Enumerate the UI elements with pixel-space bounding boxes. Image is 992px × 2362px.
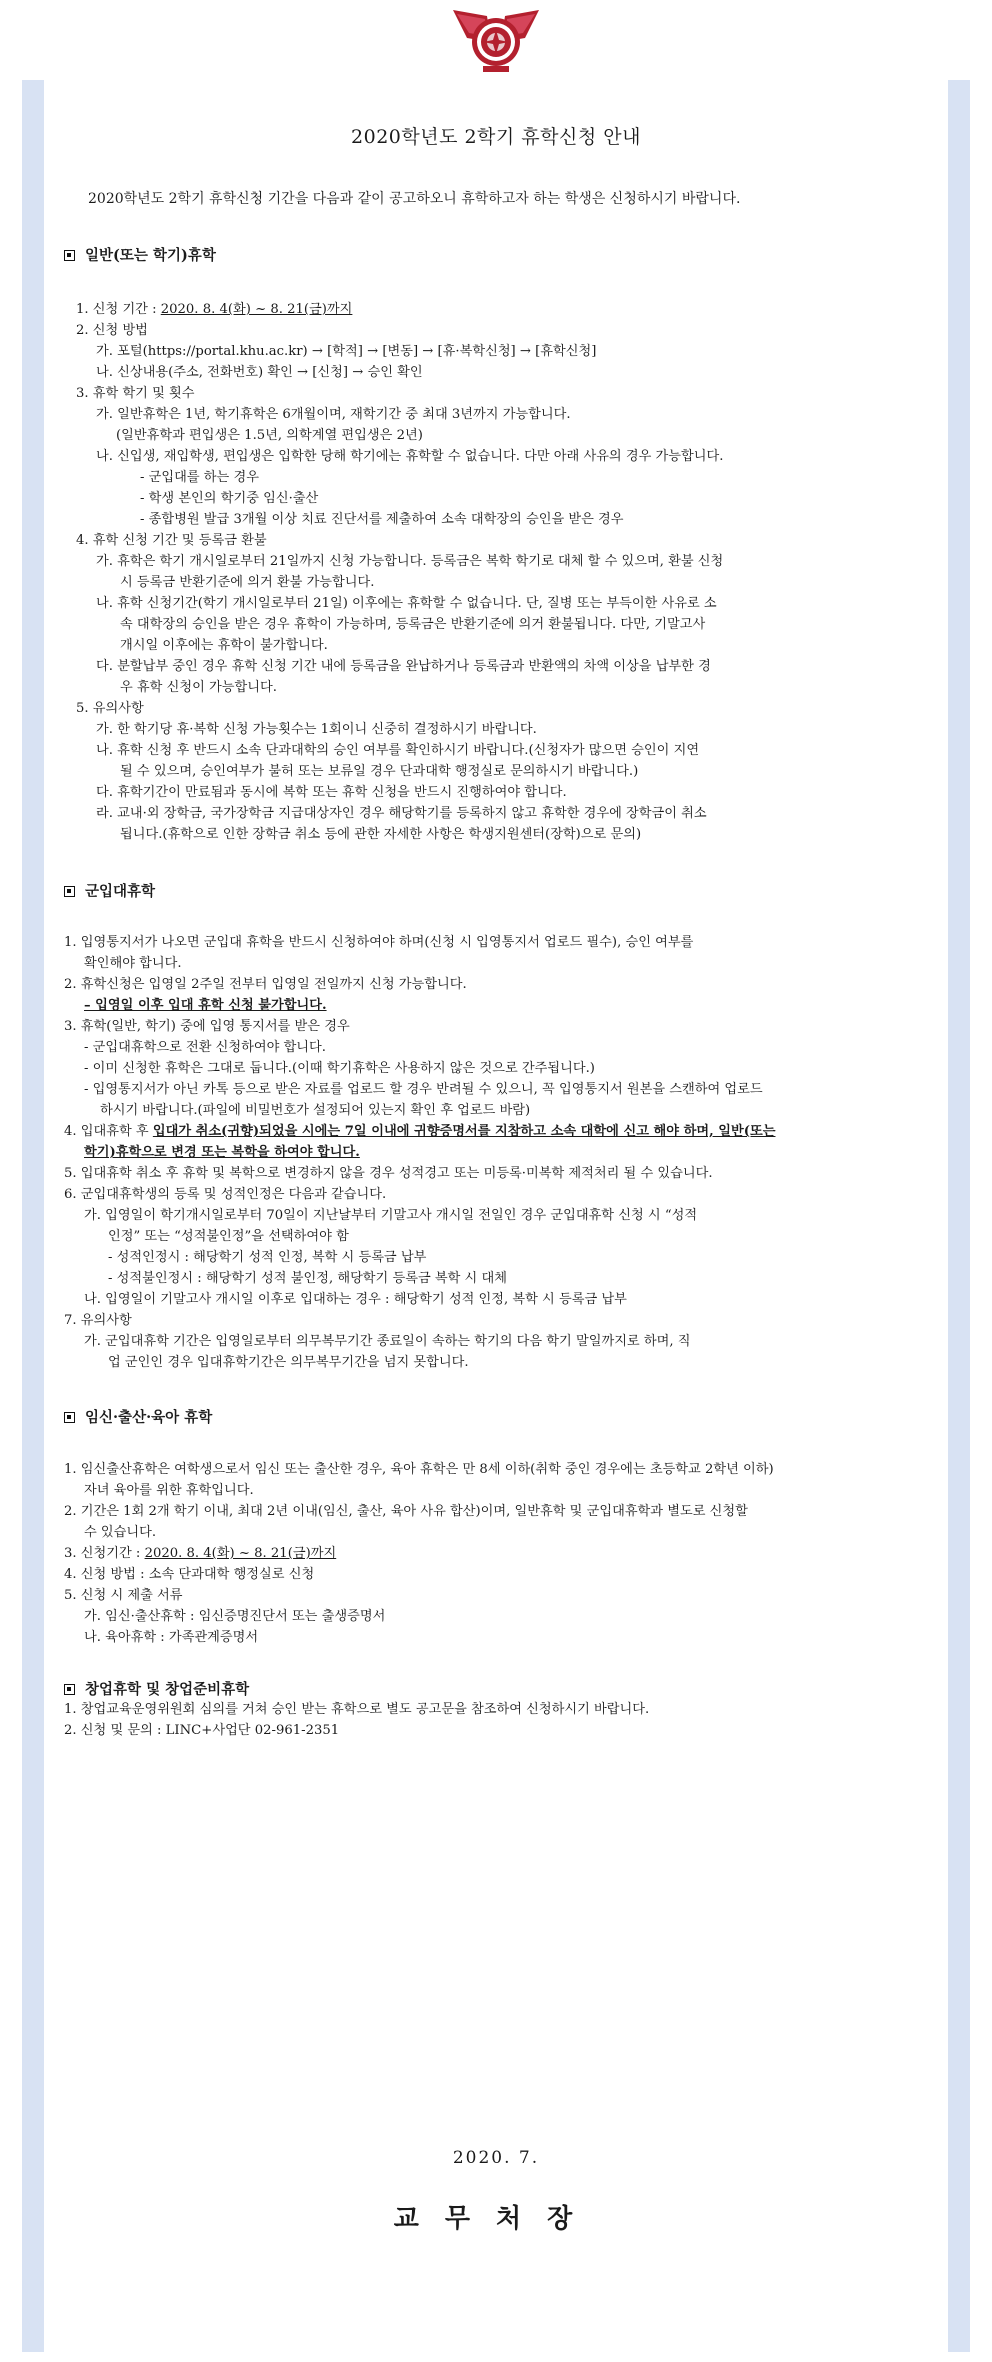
general-notes-c: 다. 휴학기간이 만료됨과 동시에 복학 또는 휴학 신청을 반드시 진행하여야 합니다. xyxy=(96,785,567,800)
military-7a2: 업 군인인 경우 입대휴학기간은 의무복무기간을 넘지 못합니다. xyxy=(108,1355,469,1370)
general-method: 2. 신청 방법 xyxy=(76,323,148,338)
general-notes-a: 가. 한 학기당 휴·복학 신청 가능횟수는 1회이니 신중히 결정하시기 바랍니다. xyxy=(96,722,537,737)
general-refund-b2: 속 대학장의 승인을 받은 경우 휴학이 가능하며, 등록금은 반환기준에 의거 환불됩니다. 다만, 기말고사 xyxy=(120,617,706,632)
general-semesters-a2: (일반휴학과 편입생은 1.5년, 의학계열 편입생은 2년) xyxy=(116,428,423,443)
military-6a2: 인정” 또는 “성적불인정”을 선택하여야 함 xyxy=(108,1229,349,1244)
general-semesters-b: 나. 신입생, 재입학생, 편입생은 입학한 당해 학기에는 휴학할 수 없습니다. 다만 아래 사유의 경우 가능합니다. xyxy=(96,449,724,464)
general-semesters-b3: - 종합병원 발급 3개월 이상 치료 진단서를 제출하여 소속 대학장의 승인을 받은 경우 xyxy=(140,512,624,527)
general-notes-b2: 될 수 있으며, 승인여부가 불허 또는 보류일 경우 단과대학 행정실로 문의하시기 바랍니다.) xyxy=(120,764,639,779)
military-3c2: 하시기 바랍니다.(파일에 비밀번호가 설정되어 있는지 확인 후 업로드 바람) xyxy=(100,1103,531,1118)
general-semesters-b1: - 군입대를 하는 경우 xyxy=(140,470,259,485)
military-6a3: - 성적인정시 : 해당학기 성적 인정, 복학 시 등록금 납부 xyxy=(108,1250,427,1265)
header xyxy=(0,0,992,78)
parental-docs: 5. 신청 시 제출 서류 xyxy=(64,1588,183,1603)
military-6b: 나. 입영일이 기말고사 개시일 이후로 입대하는 경우 : 해당학기 성적 인정, 복학 시 등록금 납부 xyxy=(84,1292,627,1307)
startup-1: 1. 창업교육운영위원회 심의를 거쳐 승인 받는 휴학으로 별도 공고문을 참조하여 신청하시기 바랍니다. xyxy=(64,1702,650,1717)
issuer-name: 교무처장 xyxy=(393,2204,599,2234)
military-3b: - 이미 신청한 휴학은 그대로 둡니다.(이때 학기휴학은 사용하지 않은 것으로 간주됩니다.) xyxy=(84,1061,595,1076)
general-refund-b3: 개시일 이후에는 휴학이 불가합니다. xyxy=(120,638,328,653)
general-notes: 5. 유의사항 xyxy=(76,701,144,716)
parental-2a: 2. 기간은 1회 2개 학기 이내, 최대 2년 이내(임신, 출산, 육아 사유 합산)이며, 일반휴학 및 군입대휴학과 별도로 신청할 xyxy=(64,1504,748,1519)
military-2a: – 입영일 이후 입대 휴학 신청 불가합니다. xyxy=(84,998,327,1013)
square-bullet-icon xyxy=(64,250,75,261)
intro-text: 2020학년도 2학기 휴학신청 기간을 다음과 같이 공고하오니 휴학하고자 하는 학생은 신청하시기 바랍니다. xyxy=(88,191,741,207)
parental-docs-a: 가. 임신·출산휴학 : 임신증명진단서 또는 출생증명서 xyxy=(84,1609,386,1624)
general-notes-d2: 됩니다.(휴학으로 인한 장학금 취소 등에 관한 자세한 사항은 학생지원센터(장학)으로 문의) xyxy=(120,827,642,842)
general-notes-d1: 라. 교내·외 장학금, 국가장학금 지급대상자인 경우 해당학기를 등록하지 않고 휴학한 경우에 장학금이 취소 xyxy=(96,806,707,821)
military-2: 2. 휴학신청은 입영일 2주일 전부터 입영일 전일까지 신청 가능합니다. xyxy=(64,977,467,992)
square-bullet-icon xyxy=(64,1412,75,1423)
military-4c: 학기)휴학으로 변경 또는 복학을 하여야 합니다. xyxy=(84,1145,360,1160)
section-heading-general: 일반(또는 학기)휴학 xyxy=(64,244,216,265)
square-bullet-icon xyxy=(64,1684,75,1695)
military-6a1: 가. 입영일이 학기개시일로부터 70일이 지난날부터 기말고사 개시일 전일인 경우 군입대휴학 신청 시 “성적 xyxy=(84,1208,698,1223)
startup-2: 2. 신청 및 문의 : LINC+사업단 02-961-2351 xyxy=(64,1723,340,1738)
square-bullet-icon xyxy=(64,886,75,897)
parental-docs-b: 나. 육아휴학 : 가족관계증명서 xyxy=(84,1630,259,1645)
general-semesters-b2: - 학생 본인의 학기중 임신·출산 xyxy=(140,491,319,506)
general-refund-a1: 가. 휴학은 학기 개시일로부터 21일까지 신청 가능합니다. 등록금은 복학 학기로 대체 할 수 있으며, 환불 신청 xyxy=(96,554,724,569)
general-method-b: 나. 신상내용(주소, 전화번호) 확인 → [신청] → 승인 확인 xyxy=(96,365,423,380)
military-3c1: - 입영통지서가 아닌 카톡 등으로 받은 자료를 업로드 할 경우 반려될 수 있으니, 꼭 입영통지서 원본을 스캔하여 업로드 xyxy=(84,1082,763,1097)
general-semesters-a: 가. 일반휴학은 1년, 학기휴학은 6개월이며, 재학기간 중 최대 3년까지 가능합니다. xyxy=(96,407,571,422)
document-paper xyxy=(44,80,948,2352)
general-notes-b1: 나. 휴학 신청 후 반드시 소속 단과대학의 승인 여부를 확인하시기 바랍니다.(신청자가 많으면 승인이 지연 xyxy=(96,743,700,758)
general-refund-c1: 다. 분할납부 중인 경우 휴학 신청 기간 내에 등록금을 완납하거나 등록금과 반환액의 차액 이상을 납부한 경 xyxy=(96,659,711,674)
general-period: 1. 신청 기간 : 2020. 8. 4(화) ~ 8. 21(금)까지 xyxy=(76,302,353,317)
page-title: 2020학년도 2학기 휴학신청 안내 xyxy=(351,126,641,148)
military-1a: 1. 입영통지서가 나오면 군입대 휴학을 반드시 신청하여야 하며(신청 시 입영통지서 업로드 필수), 승인 여부를 xyxy=(64,935,694,950)
parental-period: 3. 신청기간 : 2020. 8. 4(화) ~ 8. 21(금)까지 xyxy=(64,1546,337,1561)
military-6a4: - 성적불인정시 : 해당학기 성적 불인정, 해당학기 등록금 복학 시 대체 xyxy=(108,1271,507,1286)
university-emblem-icon xyxy=(447,2,545,76)
section-heading-startup: 창업휴학 및 창업준비휴학 xyxy=(64,1678,249,1699)
general-semesters: 3. 휴학 학기 및 횟수 xyxy=(76,386,195,401)
military-3a: - 군입대휴학으로 전환 신청하여야 합니다. xyxy=(84,1040,326,1055)
military-1b: 확인해야 합니다. xyxy=(84,956,182,971)
military-7: 7. 유의사항 xyxy=(64,1313,132,1328)
military-7a1: 가. 군입대휴학 기간은 입영일로부터 의무복무기간 종료일이 속하는 학기의 다음 학기 말일까지로 하며, 직 xyxy=(84,1334,691,1349)
military-6: 6. 군입대휴학생의 등록 및 성적인정은 다음과 같습니다. xyxy=(64,1187,387,1202)
general-refund: 4. 휴학 신청 기간 및 등록금 환불 xyxy=(76,533,267,548)
military-4: 4. 입대휴학 후 입대가 취소(귀향)되었을 시에는 7일 이내에 귀향증명서를 지참하고 소속 대학에 신고 해야 하며, 일반(또는 xyxy=(64,1124,776,1139)
general-refund-c2: 우 휴학 신청이 가능합니다. xyxy=(120,680,277,695)
parental-2b: 수 있습니다. xyxy=(84,1525,157,1540)
document-frame xyxy=(22,80,970,2352)
general-method-a: 가. 포털(https://portal.khu.ac.kr) → [학적] → [변동] → [휴·복학신청] → [휴학신청] xyxy=(96,344,597,359)
military-3: 3. 휴학(일반, 학기) 중에 입영 통지서를 받은 경우 xyxy=(64,1019,350,1034)
parental-1a: 1. 임신출산휴학은 여학생으로서 임신 또는 출산한 경우, 육아 휴학은 만 8세 이하(취학 중인 경우에는 초등학교 2학년 이하) xyxy=(64,1462,774,1477)
section-heading-parental: 임신·출산·육아 휴학 xyxy=(64,1406,212,1427)
section-heading-military: 군입대휴학 xyxy=(64,880,155,901)
parental-method: 4. 신청 방법 : 소속 단과대학 행정실로 신청 xyxy=(64,1567,315,1582)
notice-date: 2020. 7. xyxy=(452,2148,540,2168)
general-refund-a2: 시 등록금 반환기준에 의거 환불 가능합니다. xyxy=(120,575,375,590)
parental-1b: 자녀 육아를 위한 휴학입니다. xyxy=(84,1483,254,1498)
general-refund-b1: 나. 휴학 신청기간(학기 개시일로부터 21일) 이후에는 휴학할 수 없습니다. 단, 질병 또는 부득이한 사유로 소 xyxy=(96,596,717,611)
military-5: 5. 입대휴학 취소 후 휴학 및 복학으로 변경하지 않을 경우 성적경고 또는 미등록·미복학 제적처리 될 수 있습니다. xyxy=(64,1166,713,1181)
